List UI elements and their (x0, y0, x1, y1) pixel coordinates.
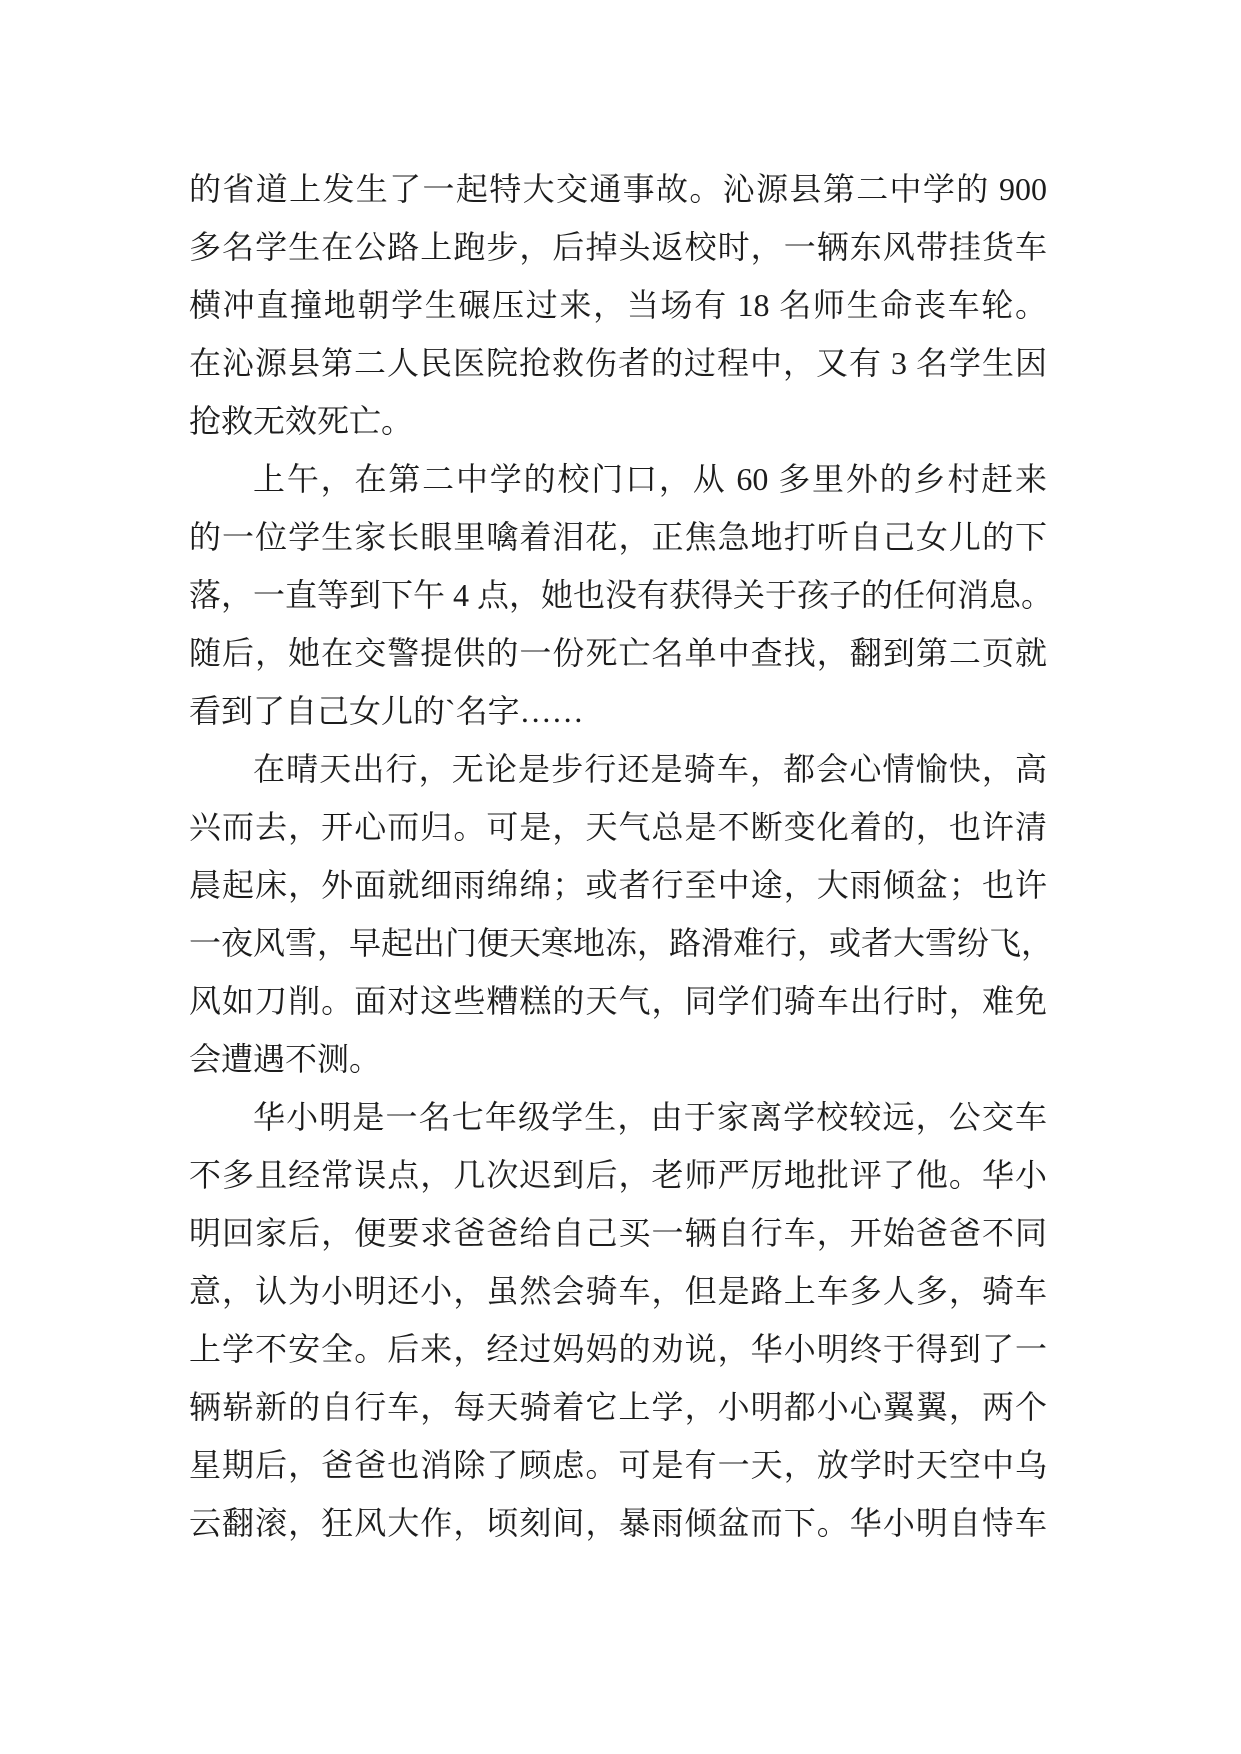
text-line: 明回家后，便要求爸爸给自己买一辆自行车，开始爸爸不同 (189, 1215, 1047, 1251)
text-line: 云翻滚，狂风大作，顷刻间，暴雨倾盆而下。华小明自恃车 (189, 1505, 1047, 1541)
text-line: 的省道上发生了一起特大交通事故。沁源县第二中学的 900 (189, 171, 1047, 207)
paragraph (189, 450, 1054, 740)
text-line: 晨起床，外面就细雨绵绵；或者行至中途，大雨倾盆；也许 (189, 867, 1047, 903)
text-line: 辆崭新的自行车，每天骑着它上学，小明都小心翼翼，两个 (189, 1389, 1047, 1425)
text-line: 落，一直等到下午 4 点，她也没有获得关于孩子的任何消息。 (189, 577, 1054, 613)
paragraph (189, 160, 1047, 450)
text-line: 随后，她在交警提供的一份死亡名单中查找，翻到第二页就 (189, 635, 1047, 671)
text-line: 的一位学生家长眼里噙着泪花，正焦急地打听自己女儿的下 (189, 519, 1047, 555)
text-line: 会遭遇不测。 (189, 1041, 382, 1077)
text-line: 上学不安全。后来，经过妈妈的劝说，华小明终于得到了一 (189, 1331, 1047, 1367)
text-line: 在晴天出行，无论是步行还是骑车，都会心情愉快，高 (253, 751, 1047, 787)
text-line: 横冲直撞地朝学生碾压过来，当场有 18 名师生命丧车轮。 (189, 287, 1047, 323)
text-line: 不多且经常误点，几次迟到后，老师严厉地批评了他。华小 (189, 1157, 1047, 1193)
text-line: 多名学生在公路上跑步，后掉头返校时，一辆东风带挂货车 (189, 229, 1047, 265)
text-line: 上午，在第二中学的校门口，从 60 多里外的乡村赶来 (253, 461, 1047, 497)
text-line: 华小明是一名七年级学生，由于家离学校较远，公交车 (253, 1099, 1047, 1135)
text-line: 兴而去，开心而归。可是，天气总是不断变化着的，也许清 (189, 809, 1047, 845)
text-line: 看到了自己女儿的`名字…… (189, 693, 584, 729)
text-line: 星期后，爸爸也消除了顾虑。可是有一天，放学时天空中乌 (189, 1447, 1047, 1483)
text-line: 意，认为小明还小，虽然会骑车，但是路上车多人多，骑车 (189, 1273, 1047, 1309)
text-block (189, 160, 1054, 1552)
text-line: 一夜风雪，早起出门便天寒地冻，路滑难行，或者大雪纷飞， (189, 925, 1054, 961)
paragraph (189, 1088, 1047, 1552)
paragraph (189, 740, 1054, 1088)
text-line: 在沁源县第二人民医院抢救伤者的过程中，又有 3 名学生因 (189, 345, 1047, 381)
text-line: 风如刀削。面对这些糟糕的天气，同学们骑车出行时，难免 (189, 983, 1047, 1019)
text-line: 抢救无效死亡。 (189, 403, 414, 439)
